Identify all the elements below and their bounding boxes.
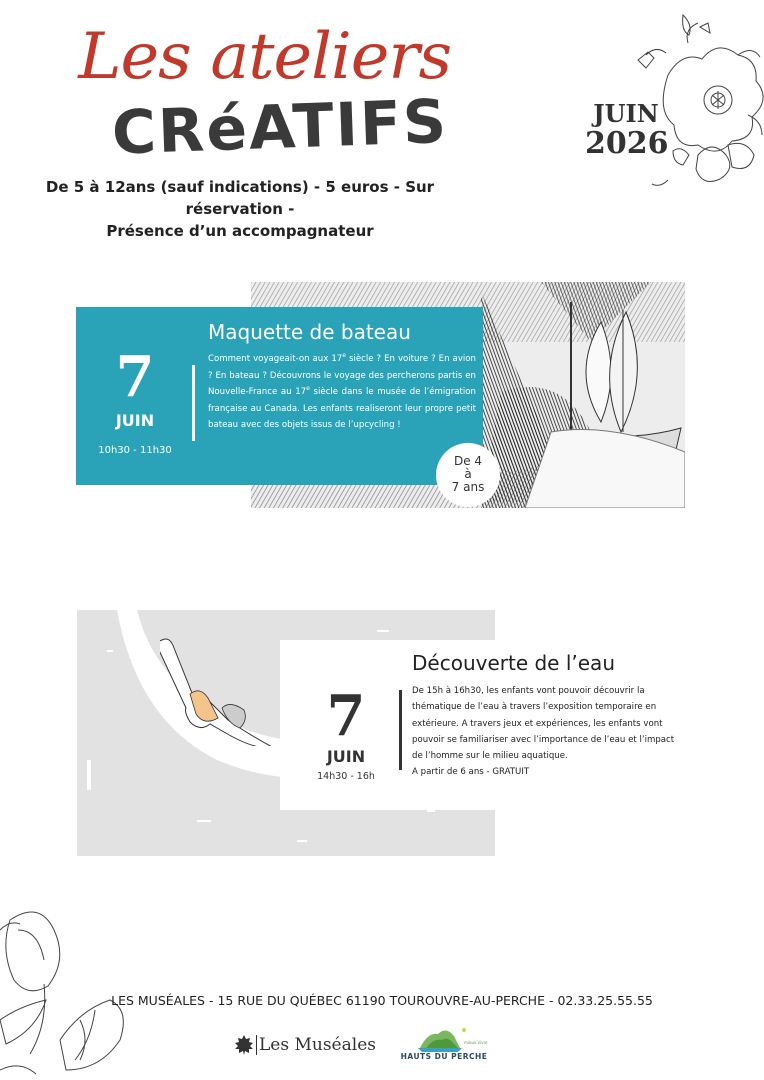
diver-icon xyxy=(160,636,280,746)
event-month: JUIN xyxy=(326,747,366,766)
divider xyxy=(399,690,402,770)
month-label: JUIN xyxy=(593,99,659,128)
event-title: Découverte de l’eau xyxy=(412,651,615,675)
title-script: Les ateliers xyxy=(78,20,452,94)
event-time: 10h30 - 11h30 xyxy=(98,445,172,456)
museales-logo-text: Les Muséales xyxy=(259,1035,376,1055)
event-day: 7 xyxy=(115,344,155,410)
event-time: 14h30 - 16h xyxy=(317,771,375,782)
event-title: Maquette de bateau xyxy=(208,320,411,344)
floral-bouquet-icon xyxy=(628,5,764,205)
hauts-du-perche-text: HAUTS DU PERCHE xyxy=(400,1052,488,1061)
subtitle-line-1: De 5 à 12ans (sauf indications) - 5 euros - Sur réservation - xyxy=(45,178,435,218)
hills-landscape-icon xyxy=(392,1026,496,1052)
event-description: Comment voyageait-on aux 17e siècle ? En voiture ? En avion ? En bateau ? Découvrons le voyage des percherons partis en Nouvelle-France au 17e siècle dans le musée de l’émigration française au Canada. Les enfants realiseront leur propre petit bateau avec des objets issus de l’upcycling ! xyxy=(208,352,476,430)
footer-address: LES MUSÉALES - 15 RUE DU QUÉBEC 61190 TOUROUVRE-AU-PERCHE - 02.33.25.55.55 xyxy=(111,993,653,1008)
event-month: JUIN xyxy=(115,411,155,430)
logo-divider xyxy=(256,1035,257,1055)
oak-leaf-icon xyxy=(234,1034,254,1056)
hauts-du-perche-logo xyxy=(392,1026,496,1070)
divider xyxy=(192,365,195,441)
year-label: 2026 xyxy=(585,126,669,161)
event-note: A partir de 6 ans - GRATUIT xyxy=(412,767,530,778)
event-day: 7 xyxy=(326,683,366,749)
title-bold: CRéATIFS xyxy=(110,86,450,169)
svg-text:mieux vivre: mieux vivre xyxy=(464,1040,488,1045)
age-badge: De 4 à 7 ans xyxy=(436,443,500,507)
event-card-maquette xyxy=(76,307,483,485)
event-card-decouverte-eau xyxy=(280,640,680,810)
subtitle xyxy=(0,176,480,242)
subtitle-line-2: Présence d’un accompagnateur xyxy=(106,222,374,240)
tulip-icon xyxy=(0,900,140,1080)
event-description: De 15h à 16h30, les enfants vont pouvoir découvrir la thématique de l’eau à travers l’exposition temporaire en extérieure. A travers jeux et expériences, les enfants vont pouvoir se familiariser avec l’importance de l’eau et l’impact de l’homme sur le milieu aquatique. A partir de 6 ans - GRATUIT xyxy=(412,683,684,781)
museales-logo xyxy=(234,1033,376,1057)
